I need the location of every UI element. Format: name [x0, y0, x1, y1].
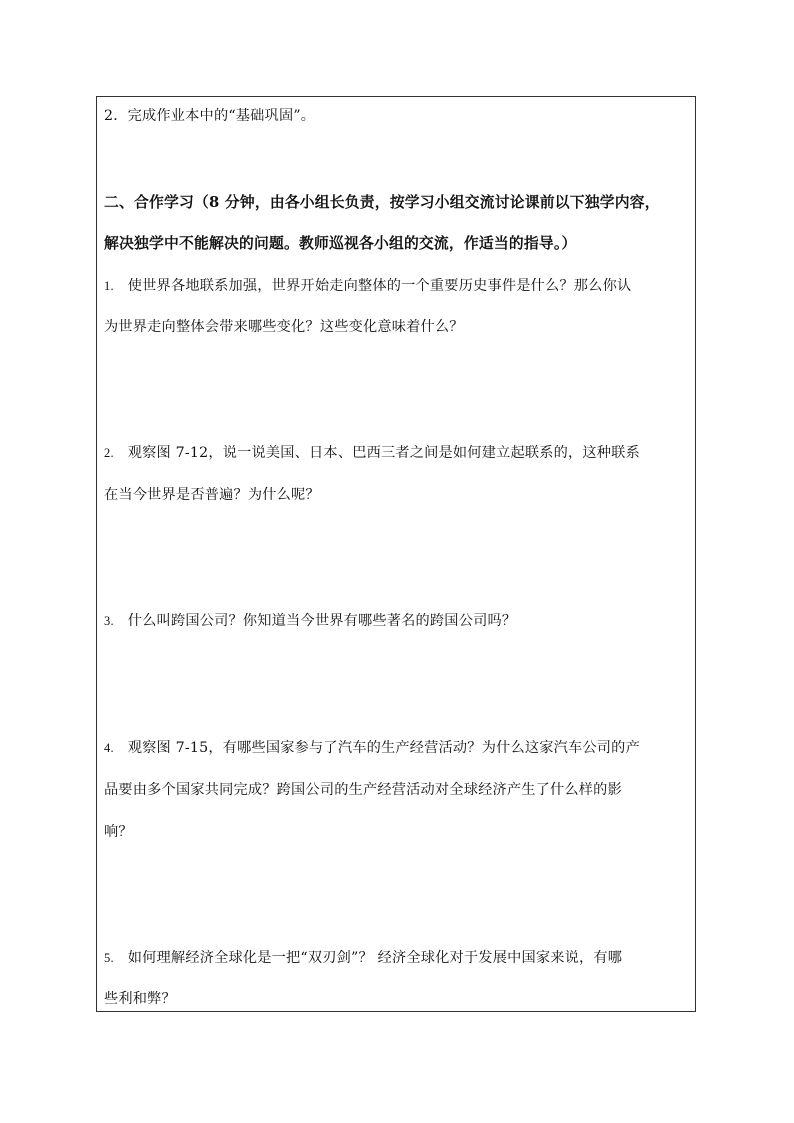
- question-2-text: 观察图 7-12，说一说美国、日本、巴西三者之间是如何建立起联系的，这种联系: [127, 445, 640, 461]
- question-4-line-1: [104, 739, 640, 757]
- homework-instruction: 2．完成作业本中的“基础巩固”。: [104, 108, 316, 124]
- question-1-text: 使世界各地联系加强，世界开始走向整体的一个重要历史事件是什么？那么你认: [127, 278, 632, 294]
- question-3-line-1: [104, 612, 516, 630]
- question-4-line-3: 响？: [104, 824, 133, 840]
- question-4-line-2: 品要由多个国家共同完成？跨国公司的生产经营活动对全球经济产生了什么样的影: [104, 782, 622, 798]
- question-3-number: 3.: [104, 614, 114, 628]
- question-3-text: 什么叫跨国公司？你知道当今世界有哪些著名的跨国公司吗？: [127, 613, 517, 629]
- worksheet-table-cell: [96, 96, 696, 1012]
- section-title-line-2: 解决独学中不能解决的问题。教师巡视各小组的交流，作适当的指导。）: [104, 235, 577, 252]
- question-2-line-1: [104, 444, 640, 462]
- question-1-line-1: [104, 277, 631, 295]
- question-5-line-2: 些利和弊？: [104, 991, 176, 1007]
- question-5-number: 5.: [104, 951, 114, 965]
- question-5-line-1: [104, 949, 622, 967]
- section-title-line-1: 二、合作学习（8 分钟，由各小组长负责，按学习小组交流讨论课前以下独学内容，: [104, 194, 660, 211]
- question-4-text: 观察图 7-15，有哪些国家参与了汽车的生产经营活动？为什么这家汽车公司的产: [127, 740, 640, 756]
- question-2-number: 2.: [104, 446, 114, 460]
- question-1-line-2: 为世界走向整体会带来哪些变化？这些变化意味着什么？: [104, 319, 464, 335]
- question-4-number: 4.: [104, 741, 114, 755]
- question-1-number: 1.: [104, 279, 114, 293]
- question-2-line-2: 在当今世界是否普遍？为什么呢？: [104, 487, 320, 503]
- question-5-text: 如何理解经济全球化是一把“双刃剑”？ 经济全球化对于发展中国家来说，有哪: [127, 950, 623, 966]
